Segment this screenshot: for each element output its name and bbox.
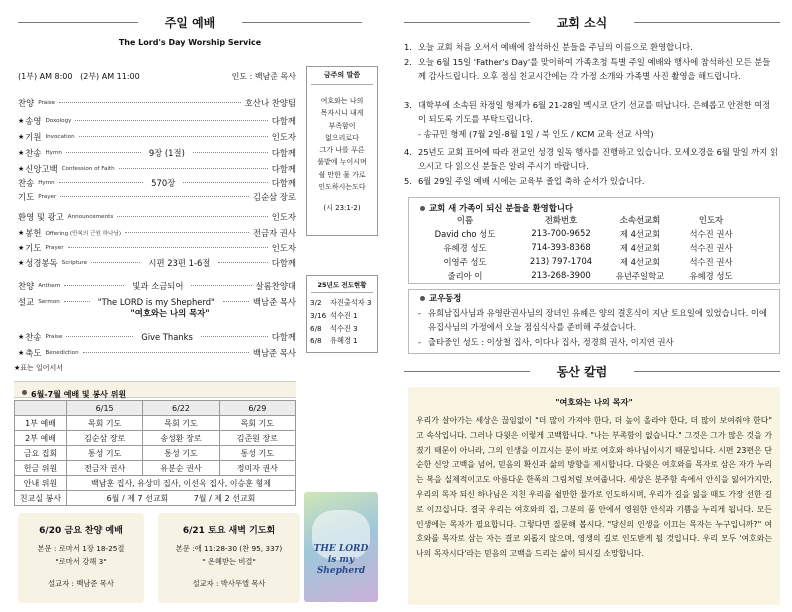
table-cell: 친교실 봉사 (15, 491, 67, 506)
dot-leader (79, 136, 268, 137)
outreach-date: 3/16 (310, 310, 327, 320)
table-cell: 제 4선교회 (619, 229, 661, 239)
order-row (18, 226, 296, 239)
order-label-en: Sermon (38, 298, 60, 305)
dot-leader (119, 168, 268, 169)
schedule-title: 6월-7월 예배 및 봉사 위원 (31, 390, 127, 399)
saturday-line3: 설교자 : 박사무엘 목사 (192, 579, 266, 588)
order-label: 봉헌 (25, 227, 42, 238)
outreach-title: 25년도 전도현황 (317, 281, 367, 289)
order-person: 인도자 (271, 211, 296, 222)
table-cell: 정미자 권사 (219, 461, 295, 476)
news-text: 오늘 6월 15일 'Father's Day'를 맞이하여 가족초청 특별 주일 예배와 행사에 참석하신 모든 분들께 감사드립니다. 오후 점심 친교시간에는 각 가정 소개와 가족별 사진 촬영을 해드립니다. (418, 57, 771, 82)
fellowship-item (418, 335, 772, 349)
verse-ref: (시 23:1-2) (323, 204, 361, 213)
dot-leader (125, 232, 249, 233)
star-icon: ★ (18, 164, 25, 173)
outreach-box (306, 275, 378, 353)
dot-leader (201, 336, 268, 337)
table-cell: 통성 기도 (143, 446, 219, 461)
star-icon: ★ (18, 258, 25, 267)
dash-icon: - (418, 308, 421, 318)
news-number: 5. (404, 176, 412, 186)
verse-line: 부족함이 (328, 121, 356, 130)
dot-leader (83, 352, 249, 353)
order-content: "The LORD is my Shepherd" (97, 296, 215, 307)
order-person: 다함께 (271, 177, 296, 188)
verse-line: 없으리로다 (325, 133, 359, 142)
star-icon: ★ (18, 132, 25, 141)
friday-box (18, 513, 144, 603)
order-row (18, 114, 296, 127)
table-cell: 전금자 권사 (67, 461, 143, 476)
order-label: 성경봉독 (25, 257, 58, 268)
dot-leader (64, 301, 90, 302)
order-person: 다함께 (271, 163, 296, 174)
table-cell: 714-393-8368 (531, 242, 591, 252)
table-cell: 줄리아 이 (447, 271, 483, 281)
star-icon: ★ (18, 116, 25, 125)
outreach-date: 3/2 (310, 298, 322, 307)
table-cell: 목회 기도 (143, 416, 219, 431)
outreach-text: 자진출석자 3 (330, 298, 372, 307)
order-label: 신앙고백 (25, 163, 58, 174)
news-text: - 송규민 형제 (7월 2일-8월 1일 / 북 인도 / KCM 교육 선교 사역) (418, 129, 654, 139)
table-cell: 통성 기도 (219, 446, 295, 461)
order-label-en: Announcements (67, 213, 114, 220)
table-cell: 송성환 장로 (143, 431, 219, 446)
news-item (418, 127, 778, 141)
dot-leader (193, 152, 268, 153)
shepherd-image (304, 492, 378, 602)
star-icon: ★ (18, 148, 25, 157)
order-label-en: Prayer (45, 244, 64, 251)
schedule-header: 6/22 (143, 401, 219, 416)
verse-box (306, 66, 378, 236)
dot-leader (66, 336, 133, 337)
saturday-line1: 본문 :애 11:28-30 (찬 95, 337) (175, 544, 283, 553)
table-cell: 제 4선교회 (619, 243, 661, 253)
order-person: 다함께 (271, 331, 296, 342)
table-cell: 통성 기도 (67, 446, 143, 461)
verse-line: 여호와는 나의 (320, 97, 364, 105)
table-cell: 김준원 장로 (219, 431, 295, 446)
table-row (15, 416, 296, 431)
order-label-en: Offering (만복의 근원 하나님) (45, 230, 122, 237)
schedule-table (14, 400, 296, 506)
star-icon: ★ (18, 332, 25, 341)
fellowship-row (15, 491, 296, 506)
order-label: 송영 (25, 115, 42, 126)
outreach-date: 6/8 (310, 323, 322, 333)
news-item (404, 55, 778, 84)
outreach-text: 유혜경 1 (330, 336, 358, 346)
order-label: 기원 (25, 131, 42, 142)
order-label-en: Confession of Faith (61, 165, 115, 172)
verse-line: 목자시니 내게 (320, 109, 364, 118)
essay-box (408, 387, 780, 605)
verse-line: 풀밭에 누이시며 (317, 158, 367, 167)
order-row (18, 176, 296, 189)
order-label-en: Scripture (61, 259, 88, 266)
order-row (18, 146, 296, 159)
order-label: 찬양 (18, 280, 35, 291)
news-number: 1. (404, 42, 412, 52)
dash-icon: - (418, 336, 421, 347)
order-person: 백남준 목사 (252, 296, 297, 307)
table-cell: 소속선교회 (619, 215, 661, 225)
order-label: 찬송 (25, 331, 42, 342)
friday-line1: 본문 : 로마서 1장 18-25절 (37, 544, 125, 553)
order-label-en: Doxology (45, 117, 72, 124)
guide-row (15, 476, 296, 491)
table-row (15, 461, 296, 476)
order-person: 살롬찬양대 (255, 280, 296, 291)
dot-leader (183, 182, 267, 183)
dot-leader (66, 152, 141, 153)
friday-line2: "로마서 강해 3" (55, 557, 107, 566)
table-cell: 유분순 권사 (143, 461, 219, 476)
table-cell: 백남훈 집사, 유상미 집사, 이선옥 집사, 이승훈 형제 (67, 476, 296, 491)
order-row (18, 256, 296, 269)
order-content: Give Thanks (141, 331, 193, 342)
dot-leader (218, 262, 267, 263)
table-row (15, 446, 296, 461)
order-row (18, 346, 296, 359)
schedule-banner (14, 381, 296, 398)
worship-subtitle: The Lord's Day Worship Service (118, 38, 262, 47)
saturday-title: 6/21 토요 새벽 기도회 (182, 526, 276, 536)
order-label: 기도 (25, 242, 42, 253)
fellowship-title: 교우동정 (429, 293, 462, 303)
order-content: 빛과 소금되어 (132, 280, 184, 291)
news-number: 2. (404, 57, 412, 67)
table-cell: 213-268-3900 (531, 270, 591, 280)
dot-leader (59, 102, 241, 103)
table-row (15, 431, 296, 446)
table-cell: 6월 / 제 7 선교회 7월 / 제 2 선교회 (67, 491, 296, 506)
order-label-en: Invocation (45, 133, 75, 140)
order-label-en: Anthem (38, 282, 61, 289)
outreach-text: 석수진 1 (330, 310, 358, 320)
friday-line3: 설교자 : 백남준 목사 (48, 579, 114, 588)
order-label-en: Hymn (45, 149, 62, 156)
order-person: 김순삼 장로 (252, 191, 296, 202)
saturday-line2: " 온혜받는 비결" (202, 557, 256, 566)
table-cell: 안내 위원 (15, 476, 67, 491)
order-label-en: Praise (38, 99, 56, 106)
order-person: 인도자 (271, 242, 296, 253)
table-cell: 제 4선교회 (619, 257, 661, 267)
table-cell: 석수진 권사 (689, 257, 733, 267)
order-content: 시편 23편 1-6절 (148, 257, 211, 268)
order-label-en: Praise (45, 333, 63, 340)
order-label-en: Hymn (38, 179, 55, 186)
order-content: 9장 (1절) (148, 147, 185, 158)
order-person: 인도자 (271, 131, 296, 142)
schedule-header: 6/29 (219, 401, 295, 416)
star-icon: ★ (18, 348, 25, 357)
news-text: 대학부에 소속된 차정일 형제가 6월 21-28일 멕시코 단기 선교를 떠납니다. 은혜롭고 안전한 여정이 되도록 기도를 부탁드립니다. (418, 100, 771, 125)
table-cell: 유혜경 성도 (689, 271, 733, 281)
fellowship-item (418, 306, 772, 335)
verse-line: 그가 나를 푸른 (319, 146, 365, 155)
verse-line: 쉴 만한 물 가로 (318, 170, 366, 179)
star-icon: ★ (18, 243, 25, 252)
news-text: 25년도 교회 표어에 따라 전교인 성경 일독 행사를 진행하고 있습니다. 모세오경을 6월 말일 까지 읽으시고 다 읽으신 분들은 알려 주시기 바랍니다. (418, 147, 778, 172)
order-label: 설교 (18, 296, 35, 307)
order-label: 축도 (25, 347, 42, 358)
standing-note: ★표는 일어서서 (14, 364, 64, 372)
schedule-header: 6/15 (67, 401, 143, 416)
sermon-title-ko: "여호와는 나의 목자" (130, 308, 210, 318)
table-cell: 1부 예배 (15, 416, 67, 431)
table-cell: 목회 기도 (219, 416, 295, 431)
news-text: 6월 29일 주일 예배 시에는 교육부 졸업 축하 순서가 있습니다. (418, 176, 645, 186)
order-label-en: Benediction (45, 349, 79, 356)
table-cell: 이름 (456, 215, 474, 225)
table-cell: 석수진 권사 (689, 229, 733, 239)
verse-line: 인도하시는도다 (318, 183, 366, 192)
order-row (18, 241, 296, 254)
order-row (18, 279, 296, 292)
order-person: 다함께 (271, 115, 296, 126)
table-cell: 인도자 (698, 215, 724, 225)
order-label: 찬송 (18, 177, 35, 188)
order-row (18, 130, 296, 143)
news-item (404, 40, 778, 54)
news-item (404, 145, 778, 174)
verse-box-title: 금주의 말씀 (323, 71, 361, 79)
order-row (18, 190, 296, 203)
table-cell: 213-700-9652 (531, 228, 591, 238)
fellowship-text: 출타중인 성도 : 이상철 집사, 이다나 집사, 정경희 권사, 이지연 권사 (428, 336, 674, 347)
worship-title: 주일 예배 (164, 16, 216, 30)
saturday-box (158, 513, 300, 603)
outreach-row (310, 297, 377, 310)
order-label: 기도 (18, 191, 35, 202)
table-cell: 김순삼 장로 (67, 431, 143, 446)
order-row (18, 210, 296, 223)
order-person: 전금자 권사 (252, 227, 296, 238)
table-cell: 헌금 위원 (15, 461, 67, 476)
news-item (404, 98, 778, 127)
table-cell: 유혜경 성도 (443, 243, 487, 253)
new-members-title: 교회 새 가족이 되신 분들을 환영합니다 (429, 203, 574, 213)
dot-leader (117, 216, 267, 217)
table-cell: 213) 797-1704 (529, 256, 593, 266)
order-label: 찬양 (18, 97, 35, 108)
table-cell: 전화번호 (544, 215, 578, 225)
table-cell: 목회 기도 (67, 416, 143, 431)
service-times: (1부) AM 8:00 (2부) AM 11:00 (18, 72, 140, 81)
order-row (18, 330, 296, 343)
table-cell: 금요 집회 (15, 446, 67, 461)
news-number: 4. (404, 147, 412, 157)
outreach-row (310, 335, 377, 348)
table-cell: 2부 예배 (15, 431, 67, 446)
image-caption: THE LORD is my Shepherd (313, 544, 369, 576)
order-person: 호산나 찬양팀 (244, 97, 296, 108)
order-content: 570장 (151, 177, 176, 188)
dot-leader (191, 285, 251, 286)
news-text: 오늘 교회 처음 오셔서 예배에 참석하신 분들을 주님의 이름으로 환영합니다. (418, 42, 693, 52)
order-label: 찬송 (25, 147, 42, 158)
essay-body: 우리가 살아가는 세상은 끊임없이 "더 많이 가져야 한다, 더 높이 올라야 한다, 더 많이 보여줘야 한다" 고 속삭입니다. 그러나 다윗은 이렇게 고백합니다. "나는 부족함이 없습니다." 그것은 그가 많은 것을 가졌기 때문이 아니라, 그의 인생을 이끄시는 분이 바로 여호와 하나님이시기 때문입니다. 시편 23편은 단순한 신앙 고백을 넘어, 믿음의 확신과 삶의 방향을 제시합니다. 다윗은 여호와를 목자로 삼은 자가 누리는 복을 실제적이고도 아름다운 한폭의 그림처럼 보여줍니다. 세상은 분주함 속에서 안식을 잃어가지만, 우리의 목자 되신 하나님은 지친 우리를 쉴만한 물가로 인도하시며, 우리가 길을 잃을 때도 가장 선한 길로 이끄십니다. 결국 우리는 여호와의 집, 그분의 품 안에서 영원한 안식과 기쁨을 누리게 됩니다. 모든 인생에는 목자가 필요합니다. 그렇다면 질문해 봅시다. "당신의 인생을 이끄는 목자는 누구입니까?" 여호와를 목자로 삼는 자는 결코 외롭지 않으며, 영생의 길로 인도받게 될 것입니다. 우리 모두 '여호와는 나의 목자시다'라는 믿음의 고백을 드리는 삶이 되시길 소망합니다. (416, 416, 772, 559)
order-row (18, 96, 296, 109)
order-label-en: Prayer (38, 193, 57, 200)
essay-title: "여호와는 나의 목자" (555, 397, 633, 407)
news-number: 3. (404, 100, 412, 110)
dot-leader (59, 182, 143, 183)
dot-leader (60, 196, 249, 197)
column-title: 동산 칼럼 (556, 365, 608, 379)
order-row (18, 162, 296, 175)
order-person: 다함께 (271, 147, 296, 158)
schedule-header (15, 401, 67, 416)
order-person: 다함께 (271, 257, 297, 268)
outreach-date: 6/8 (310, 336, 322, 346)
order-person: 백남준 목사 (252, 347, 296, 358)
dot-leader (91, 262, 140, 263)
order-label: 환영 및 광고 (18, 211, 64, 222)
outreach-row (310, 310, 377, 323)
dot-leader (68, 247, 268, 248)
news-item (404, 174, 778, 188)
news-title: 교회 소식 (556, 16, 608, 30)
table-cell: 이영주 성도 (443, 257, 487, 267)
outreach-text: 석수진 3 (330, 323, 358, 333)
friday-title: 6/20 금요 찬양 예배 (39, 526, 123, 536)
table-cell: 유년주일학교 (615, 271, 665, 281)
dot-leader (64, 285, 124, 286)
outreach-row (310, 323, 377, 336)
table-cell: 석수진 권사 (689, 243, 733, 253)
dot-leader (223, 301, 249, 302)
star-icon: ★ (18, 228, 25, 237)
table-cell: David cho 성도 (434, 229, 496, 239)
fellowship-text: 유희남집사님과 유영란권사님의 장녀인 유혜은 양의 결혼식이 지난 토요일에 있었습니다. 이에 유집사님의 가정에서 오늘 점심식사를 준비해 주셨습니다. (428, 308, 767, 333)
dot-leader (75, 120, 267, 121)
service-leader: 인도 : 백남준 목사 (231, 72, 296, 81)
